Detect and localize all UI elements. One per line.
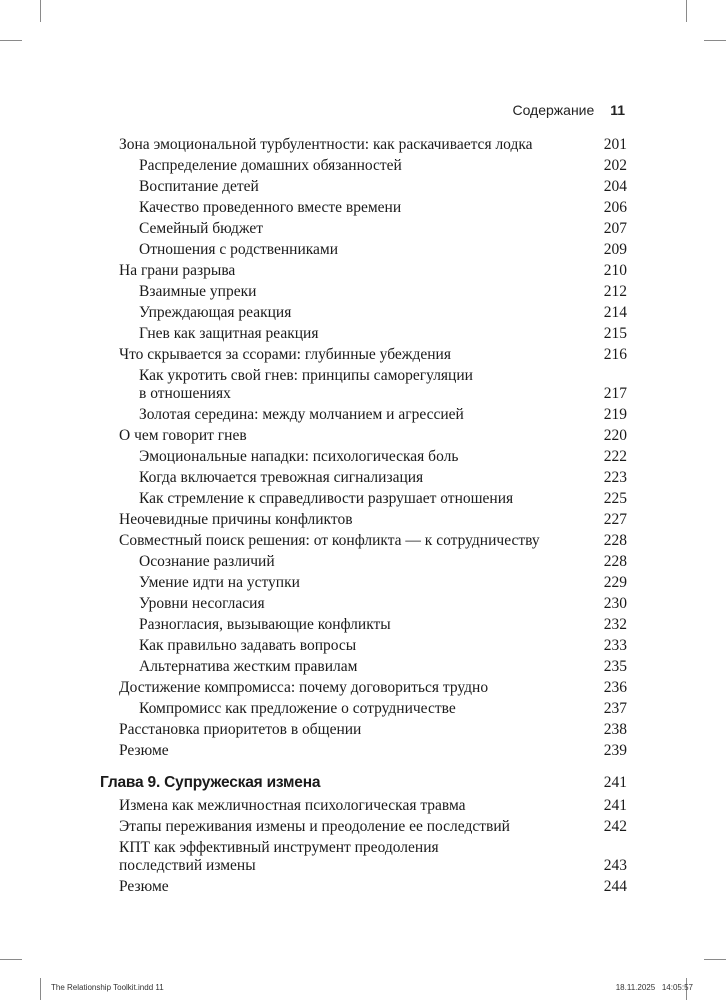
toc-entry-title [139, 157, 402, 175]
toc-entry-title-line: Как правильно задавать вопросы [139, 637, 357, 654]
toc-page-number: 241 [603, 774, 627, 791]
toc-page-number: 212 [603, 283, 627, 300]
toc-entry-title [119, 346, 451, 364]
toc-page-number: 232 [603, 616, 627, 633]
toc-page-number: 216 [603, 346, 627, 363]
toc-entry-title-line: Взаимные упреки [139, 283, 257, 300]
toc-entry-title [119, 679, 488, 697]
footer-timestamp [616, 983, 693, 992]
toc-entry-title [139, 367, 473, 403]
toc-entry-title-line: КПТ как эффективный инструмент преодоления [119, 839, 439, 856]
toc-entry-title-line: Семейный бюджет [139, 220, 263, 237]
toc-page-number: 236 [603, 679, 627, 696]
toc-entry-title-line: Золотая середина: между молчанием и агрессией [139, 406, 464, 423]
toc-entry-title [139, 490, 513, 508]
toc-entry-title [139, 199, 401, 217]
running-head-title: Содержание [512, 102, 595, 118]
toc-entry-title-line: Что скрывается за ссорами: глубинные убеждения [119, 346, 451, 363]
toc-entry-title-line: Как укротить свой гнев: принципы саморегуляции [139, 367, 473, 384]
toc-entry-title [119, 839, 439, 875]
toc-entry-title [119, 511, 353, 529]
toc-entry-title [139, 595, 265, 613]
toc-entry-title [119, 532, 540, 550]
toc-entry-title-line: О чем говорит гнев [119, 427, 247, 444]
toc-entry-title [139, 178, 259, 196]
toc-entry-title [119, 878, 169, 896]
toc-entry-title-line: в отношениях [139, 385, 231, 402]
toc-entry-title-line: Альтернатива жестким правилам [139, 658, 358, 675]
toc-page-number: 230 [603, 595, 627, 612]
toc-entry-title [119, 818, 510, 836]
toc-entry-title-line: Упреждающая реакция [139, 304, 292, 321]
toc-entry-title [139, 700, 456, 718]
toc-entry-title-line: Резюме [119, 742, 169, 759]
toc-entry-title [139, 304, 291, 322]
toc-entry-title-line: Глава 9. Супружеская измена [100, 774, 321, 791]
toc-entry-title [119, 742, 169, 760]
toc-entry-title-line: Осознание различий [139, 553, 275, 570]
toc-page-number: 233 [603, 637, 627, 654]
toc-entry-title-line: Уровни несогласия [139, 595, 265, 612]
toc-entry-title [139, 574, 300, 592]
toc-page-number: 220 [603, 427, 627, 444]
toc-entry-title-line: Гнев как защитная реакция [139, 325, 319, 342]
footer-time: 14:05:57 [661, 983, 693, 992]
toc-entry-title [139, 220, 263, 238]
toc-entry-title [139, 283, 256, 301]
toc-entry-title-line: Резюме [119, 878, 169, 895]
crop-mark-left-upper [0, 40, 22, 41]
toc-entry-title-line: последствий измены [119, 857, 256, 874]
toc-entry-title-line: Воспитание детей [139, 178, 259, 195]
toc-entry-title-line: Зона эмоциональной турбулентности: как раскачивается лодка [119, 136, 533, 153]
toc-page-number: 214 [603, 304, 627, 321]
toc-entry-title [139, 616, 391, 634]
toc-page-number: 242 [603, 818, 627, 835]
footer-filename [51, 983, 164, 992]
toc-entry-title [139, 448, 458, 466]
toc-entry-title-line: Умение идти на уступки [139, 574, 300, 591]
toc-page-number: 202 [603, 157, 627, 174]
toc-page-number: 210 [603, 262, 627, 279]
toc-entry-title-line: Когда включается тревожная сигнализация [139, 469, 424, 486]
toc-entry-title-line: Компромисс как предложение о сотрудничестве [139, 700, 456, 717]
toc-page-number: 222 [603, 448, 627, 465]
toc-page-number: 209 [603, 241, 627, 258]
crop-mark-right-upper [704, 40, 726, 41]
toc-entry-title [139, 469, 423, 487]
toc-entry-title [100, 774, 320, 792]
toc-entry-title [119, 721, 361, 739]
crop-mark-top-left [40, 0, 41, 22]
page-number: 11 [610, 102, 625, 118]
toc-entry-title-line: Эмоциональные нападки: психологическая боль [139, 448, 459, 465]
toc-entry-title-line: Неочевидные причины конфликтов [119, 511, 353, 528]
toc-page-number: 228 [603, 553, 627, 570]
toc-entry-title-line: Измена как межличностная психологическая травма [119, 797, 466, 814]
toc-page-number: 238 [603, 721, 627, 738]
toc-page-number: 217 [603, 385, 627, 402]
toc-entry-title [119, 136, 533, 154]
toc-page-number: 241 [603, 797, 627, 814]
toc-entry-title [139, 637, 356, 655]
toc-entry-title [119, 262, 235, 280]
toc-page-number: 201 [603, 136, 627, 153]
toc-page-number: 215 [603, 325, 627, 342]
footer-date: 18.11.2025 [615, 983, 656, 992]
running-head [512, 102, 625, 118]
toc-page-number: 237 [603, 700, 627, 717]
toc-page-number: 243 [603, 857, 627, 874]
toc-entry-title-line: Как стремление к справедливости разрушает отношения [139, 490, 514, 507]
toc-entry-title-line: Качество проведенного вместе времени [139, 199, 402, 216]
crop-mark-right-lower [704, 959, 726, 960]
toc-page-number: 239 [603, 742, 627, 759]
toc-page-number: 244 [603, 878, 627, 895]
toc-entry-title [139, 241, 338, 259]
toc-entry-title [139, 325, 318, 343]
toc-page-number: 227 [603, 511, 627, 528]
toc-entry-title-line: Расстановка приоритетов в общении [119, 721, 362, 738]
toc-entry-title-line: Достижение компромисса: почему договориться трудно [119, 679, 489, 696]
toc-page-number: 225 [603, 490, 627, 507]
toc-page-number: 223 [603, 469, 627, 486]
toc-page-number: 204 [603, 178, 627, 195]
footer-filename-text: The Relationship Toolkit.indd 11 [51, 983, 164, 992]
toc-entry-title-line: Отношения с родственниками [139, 241, 339, 258]
toc-entry-title [139, 406, 464, 424]
toc-page-number: 229 [603, 574, 627, 591]
toc-entry-title-line: Совместный поиск решения: от конфликта — к сотрудничеству [119, 532, 540, 549]
toc-page-number: 219 [603, 406, 627, 423]
toc-entry-title [139, 658, 357, 676]
toc-entry-title [139, 553, 275, 571]
crop-mark-top-right [686, 0, 687, 22]
crop-mark-left-lower [0, 959, 22, 960]
crop-mark-bottom-left [40, 978, 41, 1000]
toc-page-number: 228 [603, 532, 627, 549]
toc-entry-title-line: Этапы переживания измены и преодоление ее последствий [119, 818, 510, 835]
toc-entry-title [119, 797, 466, 815]
toc-entry-title-line: На грани разрыва [119, 262, 236, 279]
toc-page-number: 207 [603, 220, 627, 237]
toc-page-number: 235 [603, 658, 627, 675]
toc-entry-title [119, 427, 247, 445]
toc-page-number: 206 [603, 199, 627, 216]
toc-entry-title-line: Распределение домашних обязанностей [139, 157, 402, 174]
toc-entry-title-line: Разногласия, вызывающие конфликты [139, 616, 391, 633]
